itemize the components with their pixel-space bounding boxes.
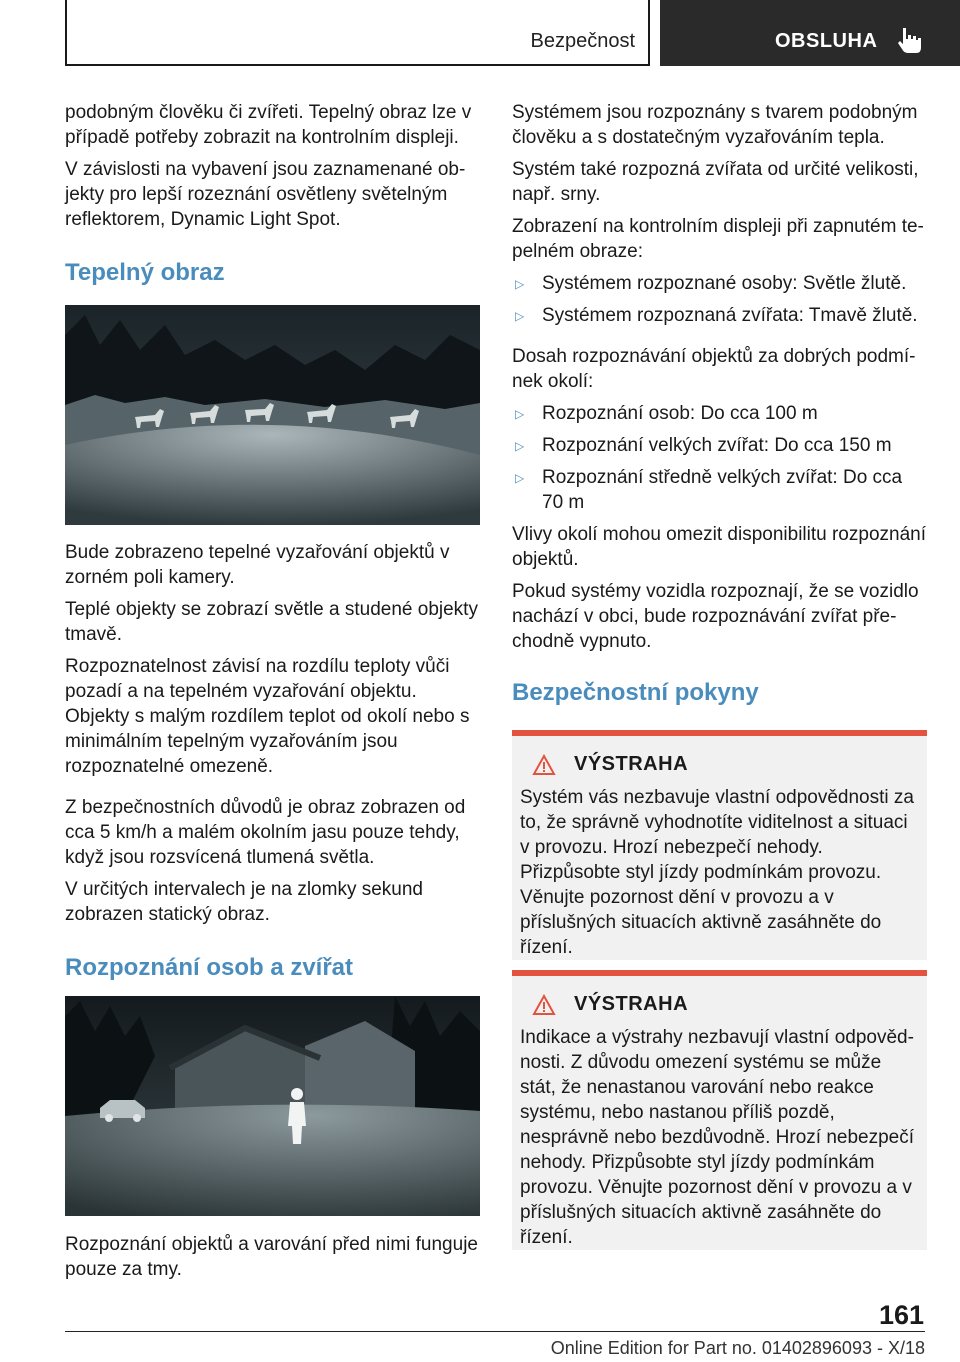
header-left-rule [65,0,67,66]
warning-box [512,970,927,1250]
warning-title: VÝSTRAHA [520,992,919,1017]
paragraph: Systém také rozpozná zvířata od určité velikosti, např. srny. [512,159,919,205]
warning-triangle-icon [532,754,556,776]
hand-pointer-icon [893,22,927,56]
heading-thermal-image: Tepelný obraz [65,259,225,286]
footer-rule [65,1331,925,1332]
list-item: ▷ Rozpoznání osob: Do cca 100 m [512,401,927,426]
list-item: ▷ Rozpoznání velkých zvířat: Do cca 150 m [512,433,927,458]
left-column-top [65,100,480,285]
paragraph: Teplé objekty se zobrazí světle a studené objekty tmavě. [65,599,478,645]
triangle-bullet-icon: ▷ [515,439,525,453]
chapter-tab-label: OBSLUHA [775,30,878,52]
display-color-list [512,271,927,328]
triangle-bullet-icon: ▷ [515,309,525,323]
left-column-bottom [65,1232,480,1289]
heading-person-animal-detection: Rozpoznání osob a zvířat [65,954,354,981]
paragraph: Bude zobrazeno tepelné vyzařování objektů v zorném poli kamery. [65,542,450,588]
list-item: ▷ Systémem rozpoznané osoby: Světle žlutě. [512,271,927,296]
thermal-image-animals [65,305,480,525]
paragraph: podobným člověku či zvířeti. Tepelný obraz lze v případě potřeby zobrazit na kontrolním displeji. [65,102,472,148]
edition-note: Online Edition for Part no. 01402896093 - X/18 [550,1338,925,1358]
paragraph: Systémem jsou rozpoznány s tvarem podobným člověku a s dostatečným vyzařováním tepla. [512,102,918,148]
paragraph: V závislosti na vybavení jsou zaznamenané objekty pro lepší rozeznání osvětleny světelným reflektorem, Dynamic Light Spot. [65,159,466,230]
paragraph: Rozpoznání objektů a varování před nimi funguje pouze za tmy. [65,1234,478,1280]
paragraph: Rozpoznatelnost závisí na rozdílu teploty vůči pozadí a na tepelném vyzařování objektu. Objekty s malým rozdílem teplot od okolí nebo s minimálním tepelným vyzařováním jsou rozpoznatelné omezeně. [65,656,470,777]
header-divider [648,0,650,66]
page-number: 161 [878,1300,924,1330]
list-item: ▷ Rozpoznání středně velkých zvířat: Do cca 70 m [515,467,903,513]
warning-title: VÝSTRAHA [520,752,919,777]
triangle-bullet-icon: ▷ [515,277,525,291]
warning-text: Systém vás nezbavuje vlastní odpovědnosti za to, že správně vyhodnotíte viditelnost a situaci v provozu. Hrozí nebezpečí nehody. Přizpůsobte styl jízdy podmínkám provozu. Věnujte pozornost dění v provozu a v příslušných situacích aktivně zasáhněte do řízení. [520,787,914,958]
paragraph: Dosah rozpoznávání objektů za dobrých podmínek okolí: [512,346,916,392]
warning-triangle-icon [532,994,556,1016]
paragraph: Pokud systémy vozidla rozpoznají, že se vozidlo nachází v obci, bude rozpoznávání zvířat přechodně vypnuto. [512,581,919,652]
heading-safety-notes: Bezpečnostní pokyny [512,679,759,706]
section-title: Bezpečnost [530,30,635,52]
range-list [512,401,927,515]
warning-text: Indikace a výstrahy nezbavují vlastní odpovědnosti. Z důvodu omezení systému se může stát, že nenastanou varování nebo reakce systému, nebo nastanou příliš pozdě, nesprávně nebo bezdůvodně. Hrozí nebezpečí nehody. Přizpůsobte styl jízdy podmínkám provozu. Věnujte pozornost dění v provozu a v příslušných situacích aktivně zasáhněte do řízení. [520,1027,914,1248]
warning-box [512,730,927,960]
paragraph: Zobrazení na kontrolním displeji při zapnutém tepelném obraze: [512,216,924,262]
right-column [512,100,927,705]
paragraph: V určitých intervalech je na zlomky sekund zobrazen statický obraz. [65,879,423,925]
thermal-image-person [65,996,480,1216]
triangle-bullet-icon: ▷ [515,471,525,485]
paragraph: Vlivy okolí mohou omezit disponibilitu rozpoznání objektů. [512,524,926,570]
triangle-bullet-icon: ▷ [515,407,525,421]
paragraph: Z bezpečnostních důvodů je obraz zobrazen od cca 5 km/h a malém okolním jasu pouze tehdy, když jsou rozsvícená tlumená světla. [65,797,466,868]
header-rule [65,64,650,66]
left-column-middle [65,540,480,980]
list-item: ▷ Systémem rozpoznaná zvířata: Tmavě žlutě. [512,303,927,328]
